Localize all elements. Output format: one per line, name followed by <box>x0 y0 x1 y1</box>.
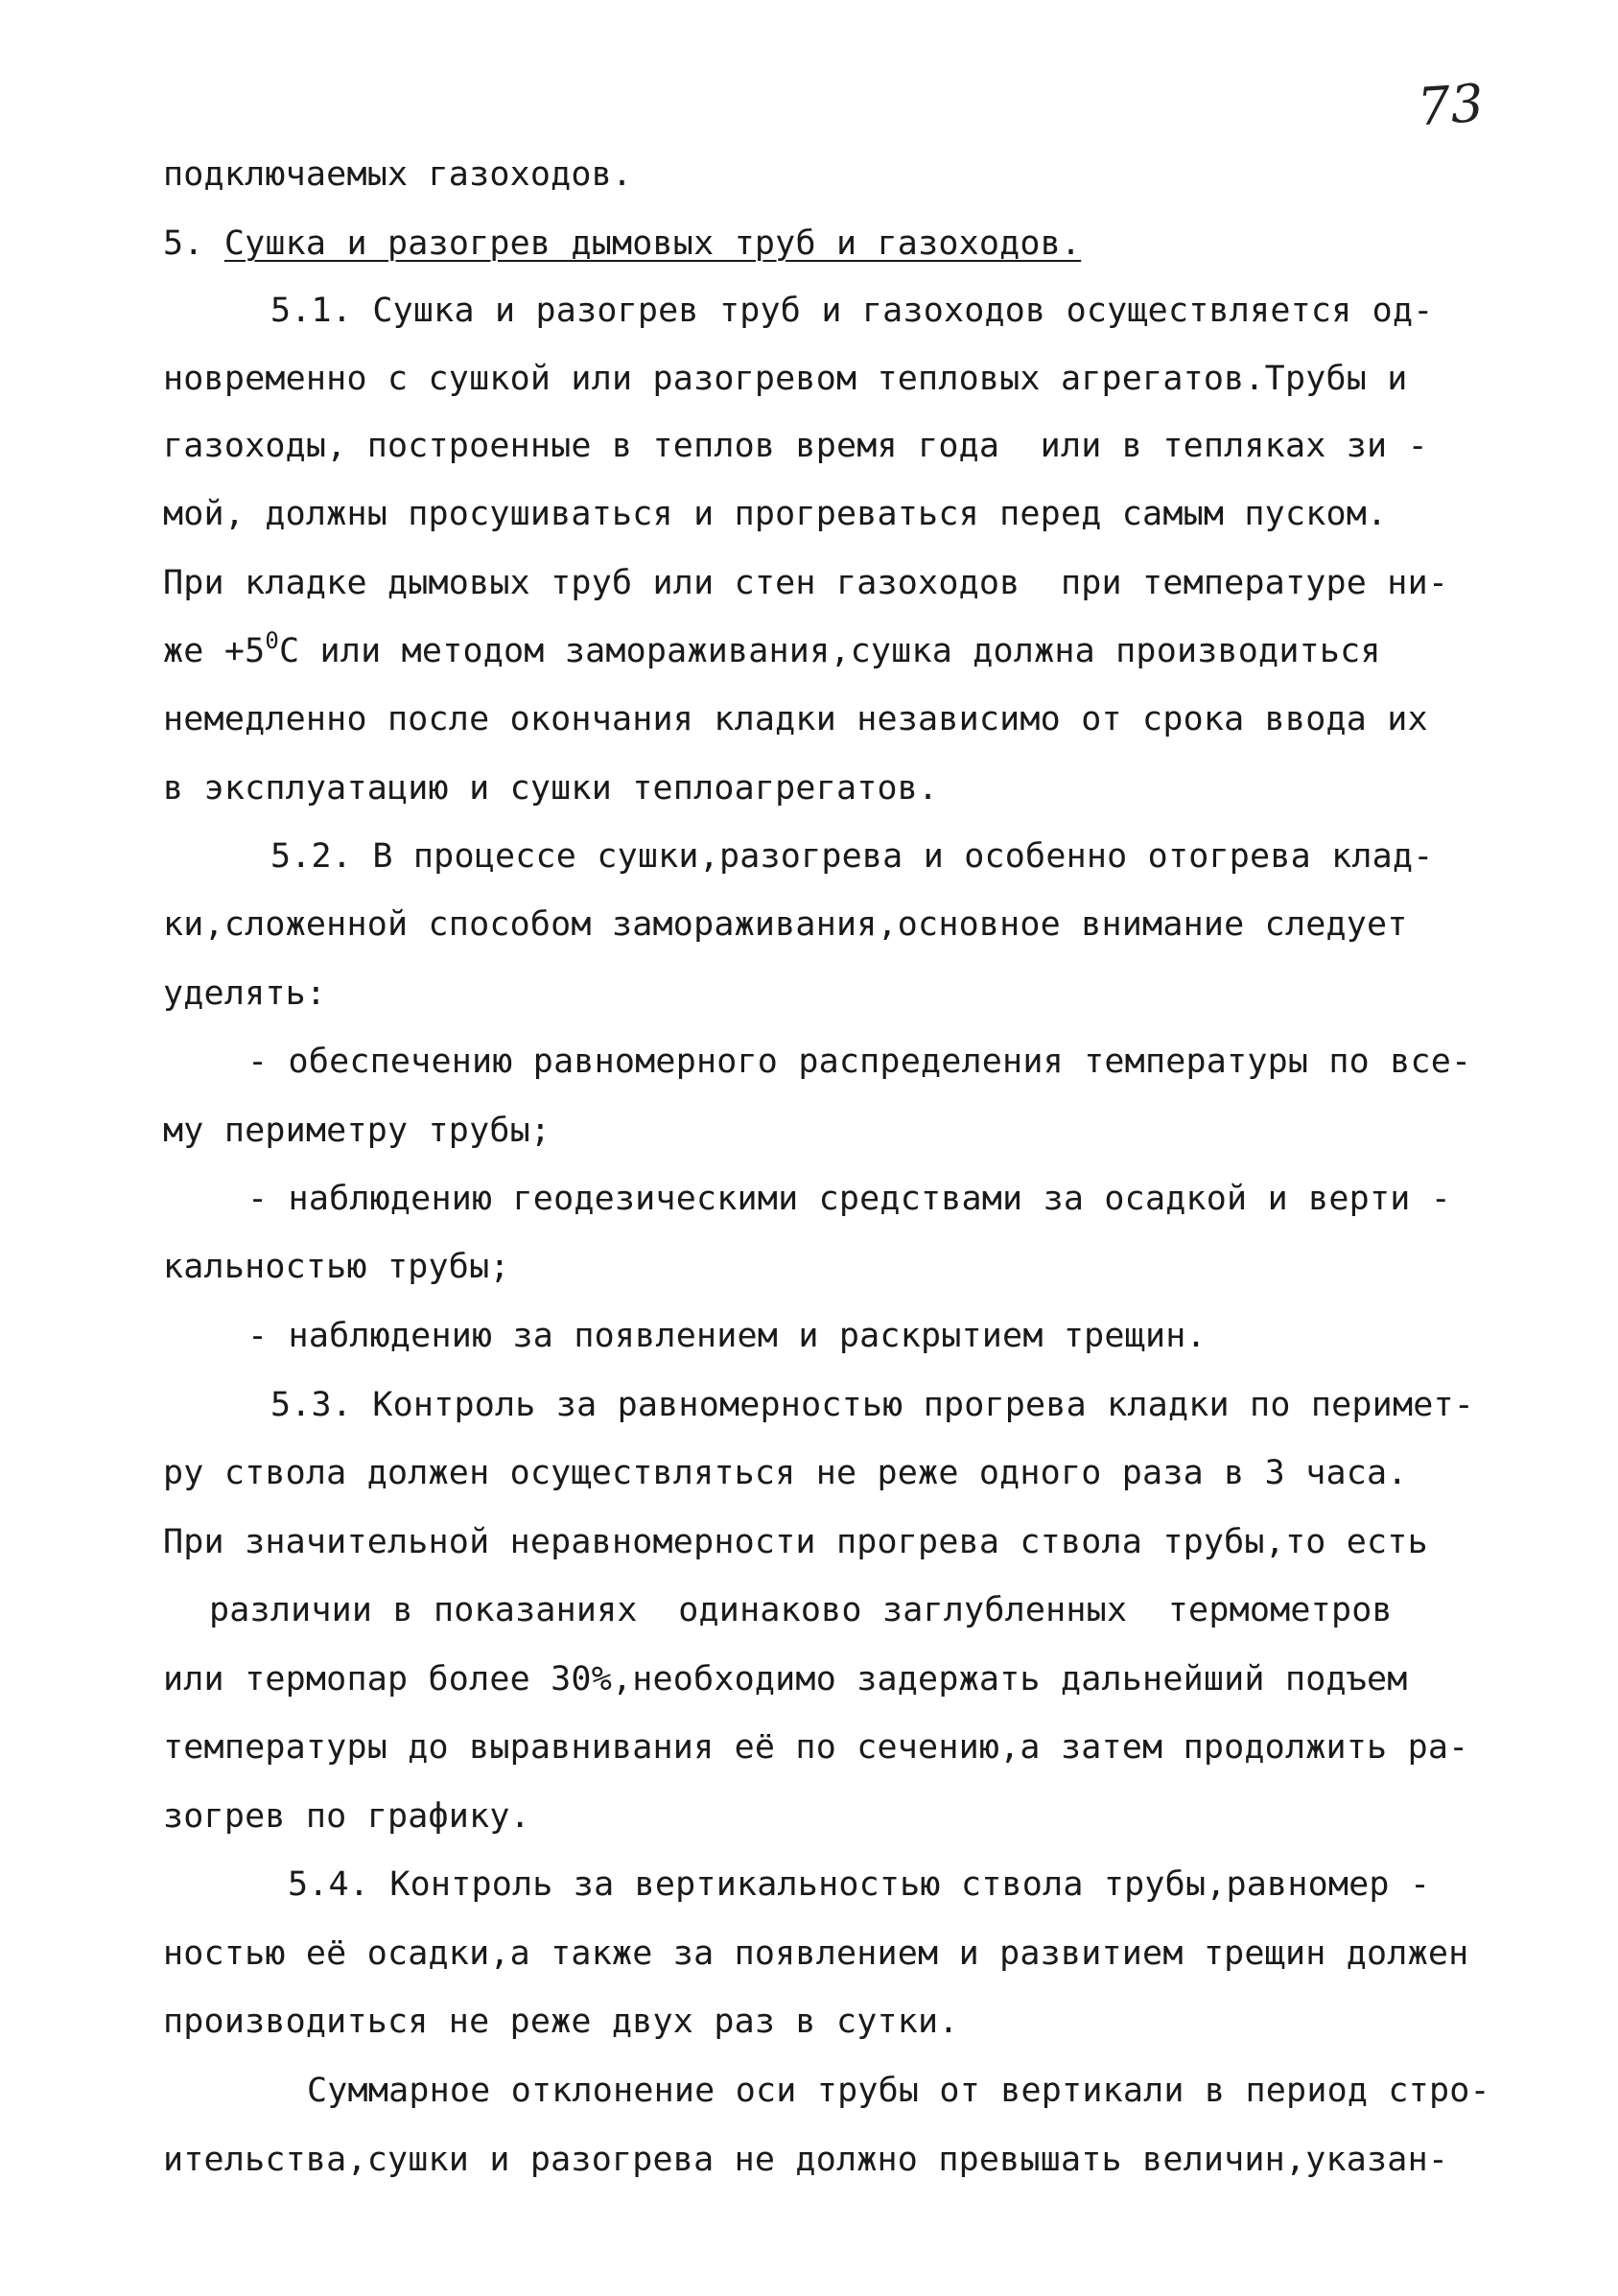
list-item-line: - наблюдению геодезическими средствами за осадкой и верти - <box>247 1180 1452 1218</box>
temperature-value: же +5 <box>163 632 266 670</box>
paragraph-5-4-line: ностью её осадки,а также за появлением и развитием трещин должен <box>163 1934 1469 1973</box>
paragraph-5-1-line: в эксплуатацию и сушки теплоагрегатов. <box>163 769 939 808</box>
list-item-line: - наблюдению за появлением и раскрытием трещин. <box>247 1317 1207 1355</box>
paragraph-5-4-line: 5.4. Контроль за вертикальностью ствола трубы,равномер - <box>288 1865 1431 1904</box>
paragraph-5-1-line: 5.1. Сушка и разогрев труб и газоходов осуществляется од- <box>270 292 1434 330</box>
degree-superscript: 0 <box>265 627 280 654</box>
paragraph-5-1-line: немедленно после окончания кладки независимо от срока ввода их <box>163 700 1428 738</box>
paragraph-5-3-line: зогрев по графику. <box>163 1797 530 1836</box>
paragraph-5-2-line: 5.2. В процессе сушки,разогрева и особенно отогрева клад- <box>270 837 1434 876</box>
paragraph-5-1-line: мой, должны просушиваться и прогреваться перед самым пуском. <box>163 495 1388 533</box>
page-number: 73 <box>1415 72 1486 138</box>
paragraph-5-3-line: различии в показаниях одинаково заглубленных термометров <box>209 1591 1393 1629</box>
paragraph-5-3-line: ру ствола должен осуществляться не реже одного раза в 3 часа. <box>163 1454 1408 1492</box>
paragraph-5-4-line: производиться не реже двух раз в сутки. <box>163 2003 959 2041</box>
section-number: 5. <box>163 224 224 263</box>
paragraph-5-2-line: уделять: <box>163 974 327 1013</box>
paragraph-5-3-line: температуры до выравнивания её по сечению,а затем продолжить ра- <box>163 1728 1469 1767</box>
list-item-line: - обеспечению равномерного распределения температуры по все- <box>247 1043 1472 1081</box>
line-continuation: С или методом замораживания,сушка должна производиться <box>279 632 1381 670</box>
section-heading <box>163 223 1081 265</box>
paragraph-5-3-line: 5.3. Контроль за равномерностью прогрева кладки по перимет- <box>270 1386 1475 1424</box>
paragraph-5-3-line: При значительной неравномерности прогрева ствола трубы,то есть <box>163 1523 1428 1561</box>
section-title: Сушка и разогрев дымовых труб и газоходов. <box>223 224 1082 263</box>
paragraph-5-1-line: газоходы, построенные в теплов время года или в тепляках зи - <box>163 427 1428 465</box>
text-line: подключаемых газоходов. <box>163 155 633 194</box>
paragraph-5-1-line: новременно с сушкой или разогревом тепловых агрегатов.Трубы и <box>163 360 1408 398</box>
paragraph-5-1-line: При кладке дымовых труб или стен газоходов при температуре ни- <box>163 564 1449 602</box>
paragraph-summary-line: Суммарное отклонение оси трубы от вертикали в период стро- <box>307 2072 1490 2110</box>
paragraph-5-3-line: или термопар более 30%,необходимо задержать дальнейший подъем <box>163 1660 1408 1699</box>
list-item-line: му периметру трубы; <box>163 1112 551 1150</box>
paragraph-summary-line: ительства,сушки и разогрева не должно превышать величин,указан- <box>163 2141 1449 2179</box>
list-item-line: кальностью трубы; <box>163 1248 510 1286</box>
paragraph-5-1-line <box>163 627 1381 672</box>
paragraph-5-2-line: ки,сложенной способом замораживания,основное внимание следует <box>163 905 1408 944</box>
